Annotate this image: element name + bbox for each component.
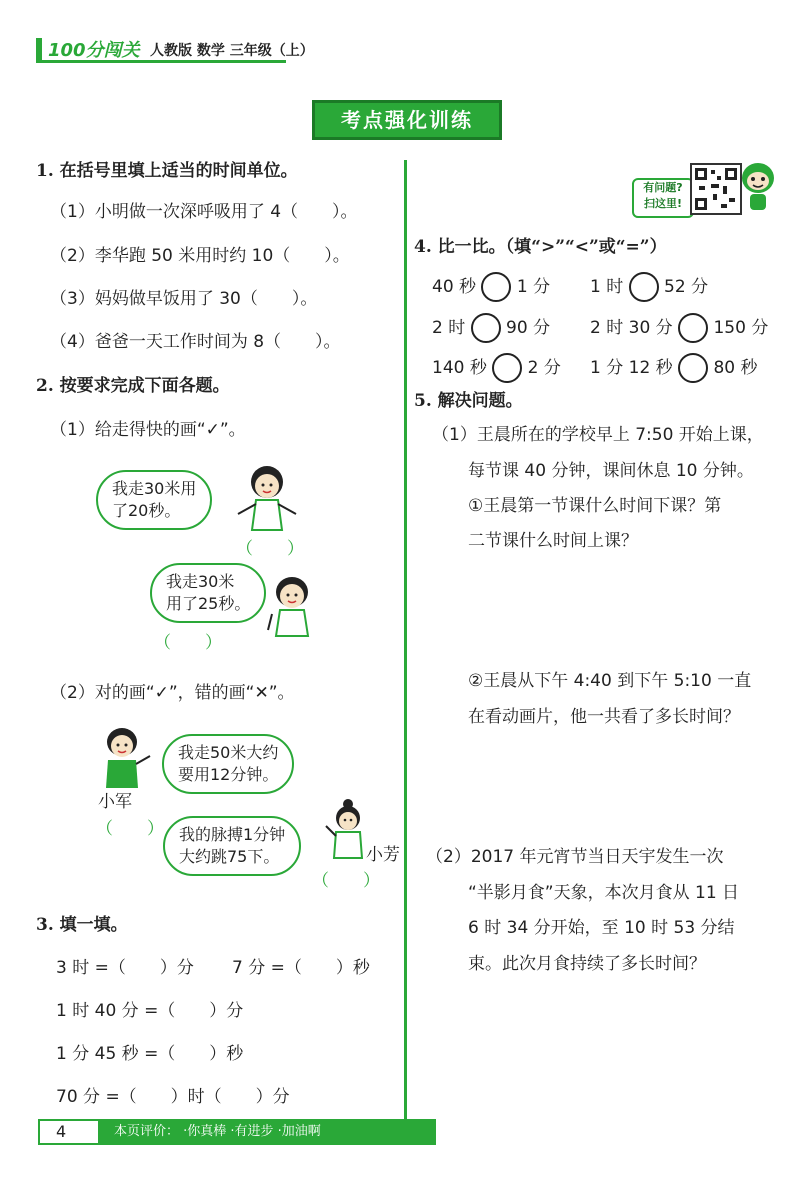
- compare-circle[interactable]: [678, 313, 708, 343]
- q5-p2-line-4: 束。此次月食持续了多长时间？: [468, 954, 706, 974]
- compare-circle[interactable]: [492, 353, 522, 383]
- q5-p2-line-1: （2）2017 年元宵节当日天宇发生一次: [426, 847, 724, 867]
- q5-p1-line-1: （1）王晨所在的学校早上 7:50 开始上课，: [432, 425, 764, 445]
- q5-title: 5. 解决问题。: [414, 391, 523, 411]
- q4-title: 4. 比一比。（填“>”“<”或“=”）: [414, 237, 667, 257]
- q2-title: 2. 按要求完成下面各题。: [36, 376, 230, 396]
- q5-p2-line-2: “半影月食”天象，本次月食从 11 日: [468, 883, 740, 903]
- q1-item-2: （2）李华跑 50 米用时约 10（ ）。: [50, 246, 350, 266]
- compare-circle[interactable]: [481, 272, 511, 302]
- q4-row-1-left: 40 秒 1 分: [432, 272, 550, 302]
- q4-row-2-right: 2 时 30 分 150 分: [590, 313, 768, 343]
- speech-bubble-2: 我走30米 用了25秒。: [150, 563, 266, 623]
- q1-title: 1. 在括号里填上适当的时间单位。: [36, 161, 298, 181]
- page-evaluation: 本页评价： ·你真棒 ·有进步 ·加油啊: [98, 1119, 436, 1145]
- compare-circle[interactable]: [471, 313, 501, 343]
- q1-item-4: （4）爸爸一天工作时间为 8（ ）。: [50, 332, 341, 352]
- q5-p1-line-2: 每节课 40 分钟，课间休息 10 分钟。: [468, 461, 754, 481]
- q3-row-2: 1 时 40 分 =（ ）分: [56, 1001, 244, 1021]
- page-number: 4: [38, 1119, 118, 1145]
- q4-row-1-right: 1 时 52 分: [590, 272, 708, 302]
- q3-row-4: 70 分 =（ ）时（ ）分: [56, 1087, 290, 1107]
- answer-paren-1[interactable]: （ ）: [236, 539, 304, 559]
- q3-row-3: 1 分 45 秒 =（ ）秒: [56, 1044, 244, 1064]
- q5-p1-line-4: 二节课什么时间上课？: [468, 531, 638, 551]
- q4-row-3-right: 1 分 12 秒 80 秒: [590, 353, 758, 383]
- speech-bubble-4: 我的脉搏1分钟 大约跳75下。: [163, 816, 301, 876]
- compare-circle[interactable]: [629, 272, 659, 302]
- name-xiaofang: 小芳: [366, 845, 400, 865]
- answer-paren-3[interactable]: （ ）: [96, 819, 164, 839]
- q3-row-1b: 7 分 =（ ）秒: [232, 958, 370, 978]
- q5-p2-line-3: 6 时 34 分开始，至 10 时 53 分结: [468, 918, 735, 938]
- qr-help-tag: 有问题? 扫这里!: [632, 178, 694, 218]
- q2-part-2: （2）对的画“✓”，错的画“✕”。: [50, 683, 295, 703]
- girl-figure-icon: [232, 462, 302, 536]
- q2-part-1: （1）给走得快的画“✓”。: [50, 420, 246, 440]
- compare-circle[interactable]: [678, 353, 708, 383]
- q3-title: 3. 填一填。: [36, 915, 128, 935]
- xiaofang-figure-icon: [322, 796, 372, 864]
- book-subtitle: 人教版 数学 三年级（上）: [150, 43, 314, 59]
- answer-paren-4[interactable]: （ ）: [312, 871, 380, 891]
- xiaojun-figure-icon: [94, 726, 154, 794]
- q3-row-1a: 3 时 =（ ）分: [56, 958, 194, 978]
- q5-p1-line-5: ②王晨从下午 4:40 到下午 5:10 一直: [468, 671, 752, 691]
- qr-code-icon[interactable]: [690, 163, 742, 215]
- section-title: 考点强化训练: [312, 100, 502, 140]
- q4-row-2-left: 2 时 90 分: [432, 313, 550, 343]
- speech-bubble-3: 我走50米大约 要用12分钟。: [162, 734, 294, 794]
- series-logo: 100分闯关: [48, 40, 140, 61]
- answer-paren-2[interactable]: （ ）: [154, 633, 222, 653]
- q5-p1-line-3: ①王晨第一节课什么时间下课？第: [468, 496, 722, 516]
- q4-row-3-left: 140 秒 2 分: [432, 353, 561, 383]
- column-divider: [404, 160, 407, 1142]
- name-xiaojun: 小军: [98, 792, 132, 812]
- boy-figure-icon: [262, 574, 322, 642]
- q1-item-3: （3）妈妈做早饭用了 30（ ）。: [50, 289, 318, 309]
- q1-item-1: （1）小明做一次深呼吸用了 4（ ）。: [50, 202, 358, 222]
- header-accent-bar: [36, 38, 42, 62]
- speech-bubble-1: 我走30米用 了20秒。: [96, 470, 212, 530]
- mascot-icon: [738, 160, 778, 216]
- q5-p1-line-6: 在看动画片，他一共看了多长时间？: [468, 707, 740, 727]
